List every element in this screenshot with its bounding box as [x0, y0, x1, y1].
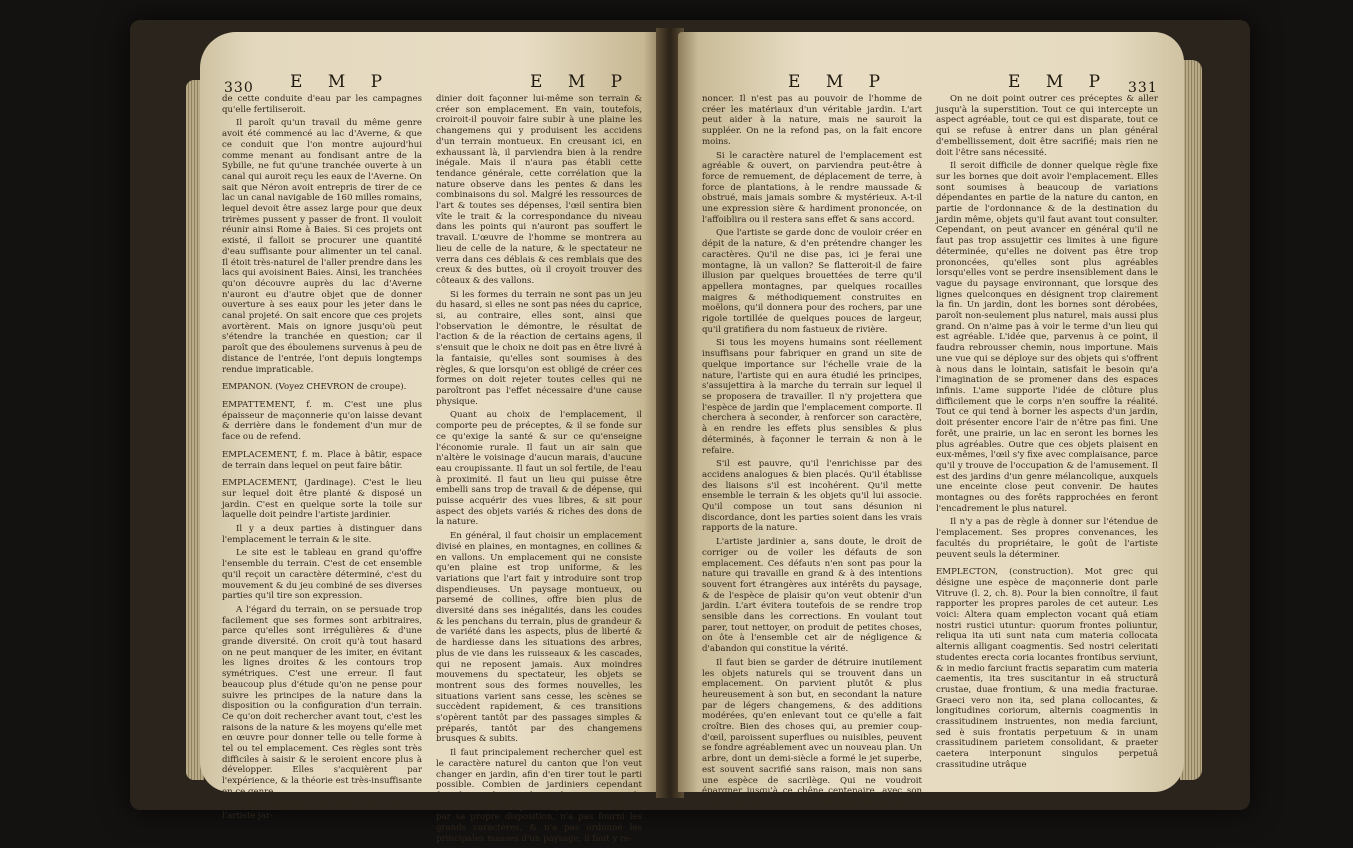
- paragraph: Le site est le tableau en grand qu'offre l'ensemble du terrain. C'est de cet ensemble qu'il reçoit un caractère déterminé, c'est du mouvement & du jeu combiné de ses diverses parties qu'il tire son expression.: [222, 548, 422, 602]
- right-running-head-2: E M P: [1008, 72, 1111, 92]
- right-running-head-1: E M P: [788, 72, 891, 92]
- paragraph: de cette conduite d'eau par les campagnes qu'elle fertiliseroit.: [222, 94, 422, 115]
- paragraph: Si tous les moyens humains sont réellement insuffisans pour fabriquer en grand un site de quelque importance sur l'échelle vraie de la nature, l'artiste qui en aura étudié les principes, s'assujettira à la marche du terrain sur lequel il se proposera de travailler. Il n'y projettera que l'espèce de jardin que l'emplacement comporte. Il cherchera à seconder, à renforcer son caractère, à en rendre les effets plus sensibles & plus déterminés, à façonner le terrain & non à le refaire.: [702, 338, 922, 456]
- paragraph: noncer. Il n'est pas au pouvoir de l'homme de créer les matériaux d'un véritable jardin. L'art peut aider à la nature, mais ne sauroit la suppléer. On ne la refond pas, on la fait encore moins.: [702, 94, 922, 147]
- entry-emplacement-jardinage: EMPLACEMENT, (Jardinage). C'est le lieu sur lequel doit être planté & disposé un jardin. C'est en quelque sorte la toile sur laquelle doit peindre l'artiste jardinier.: [222, 478, 422, 521]
- right-column-1: [702, 94, 922, 811]
- left-column-1: [222, 94, 422, 825]
- paragraph: Si le caractère naturel de l'emplacement est agréable & ouvert, on parviendra peut-être à force de remuement, de déplacement de terre, à force de plantations, à le rendre maussade & obstrué, mais jamais sombre & mystérieux. A-t-il une expression sière & hardiment prononcée, on l'affoiblira ou il restera sans effet & sans accord.: [702, 150, 922, 225]
- paragraph: Il seroit difficile de donner quelque règle fixe sur les bornes que doit avoir l'emplacement. Elles sont soumises à beaucoup de variations dépendantes en partie de la nature du canton, en partie de l'ordonnance & de la destination du jardin même, objets qu'il faut avant tout consulter. Cependant, on peut avancer en général qu'il ne faut pas trop assujettir ces limites à une figure déterminée, qu'elles ne doivent pas être trop prononcées, qu'elles sont plus agréables lorsqu'elles vont se perdre insensiblement dans le vague du paysage environnant, que lorsque des lignes quelconques en désignent trop clairement la fin. Un jardin, dont les bornes sont dérobées, paroît non-seulement plus naturel, mais aussi plus grand. On n'aime pas à voir le terme d'un lieu qui est agréable. L'idée que, parvenus à ce point, il faudra rebrousser chemin, nous importune. Mais une vue qui se déploye sur des objets qui s'offrent à nous dans le lointain, satisfait le besoin qu'a l'imagination de se promener dans des espaces infinis. L'ame supporte l'idée de clôture plus difficilement que le corps n'en souffre la réalité. Tout ce qui tend à borner les aspects d'un jardin, doit présenter encore l'air de n'être pas fini. Une forêt, une prairie, un lac en seront les bornes les plus agréables. Outre que ces objets plaisent en eux-mêmes, l'œil s'y fixe avec complaisance, parce qu'il y trouve de l'occupation & de l'amusement. Il est des jardins d'un genre mélancolique, auxquels une enceinte close peut convenir. De hautes montagnes ou des forêts rapprochées en feront l'encadrement le plus naturel.: [936, 161, 1158, 514]
- entry-emplecton: EMPLECTON, (construction). Mot grec qui désigne une espèce de maçonnerie dont parle Vitruve (l. 2, ch. 8). Pour la bien connoître, il faut rapporter les propres paroles de cet auteur. Les voici: Altera quam emplecton vocant quâ etiam nostri rustici utuntur: quorum frontes poliuntur, reliqua ita uti sunt nata cum materia collocata alternis alligant coagmentis. Sed nostri celeritati studentes erecta coria locantes frontibus serviunt, & in medio farciunt fractis separatim cum materia caementis, ita tres suscitantur in eâ structurâ crustae, duae frontium, & una media fracturae. Graeci vero non ita, sed plana collocantes, & longitudines coriorum, alternis coagmentis in crassitudinem instruentes, non media farciunt, sed è suis frontatis perpetuum & in unam crassitudinem parietem consolidant, & praeter caetera interponunt singulos perpetuâ crassitudine utrâque: [936, 567, 1158, 770]
- paragraph: En général, il faut choisir un emplacement divisé en plaines, en montagnes, en collines & en vallons. Un emplacement qui ne consiste qu'en plaine est trop uniforme, & les variations que l'art fait y introduire sont trop dispendieuses. Un paysage montueux, ou parsemé de collines, offre bien plus de diversité dans ses inégalités, dans les coudes & les penchans du terrain, plus de grandeur & de variété dans les aspects, plus de liberté & de hardiesse dans les situations des arbres, plus de vie dans les ruisseaux & les cascades, qui ne reposent jamais. Aux moindres mouvemens du spectateur, les objets se montrent sous des formes nouvelles, les situations varient sans cesse, les scènes se succèdent rapidement, & ces transitions s'opèrent tantôt par des passages simples & préparés, tantôt par des changemens brusques & subits.: [436, 531, 642, 745]
- paragraph: Il y a deux parties à distinguer dans l'emplacement le terrain & le site.: [222, 524, 422, 545]
- paragraph: L'artiste jardinier a, sans doute, le droit de corriger ou de voiler les défauts de son emplacement. Ces défauts n'en sont pas pour la nature qui travaille en grand & à des intentions souvent fort étrangères aux intérêts du paysage, & de l'espèce de plaisir qu'on veut obtenir d'un jardin. L'art évitera toutefois de se rendre trop sensible dans les corrections. En voulant tout parer, tout nettoyer, on produit de petites choses, on ôte à l'ensemble cet air de négligence & d'abandon qui constitue la vérité.: [702, 537, 922, 655]
- entry-empattement: EMPATTEMENT, f. m. C'est une plus épaisseur de maçonnerie qu'on laisse devant & derrière dans le fondement d'un mur de face ou de refend.: [222, 399, 422, 443]
- paragraph: Si les formes du terrain ne sont pas un jeu du hasard, si elles ne sont pas nées du caprice, si, au contraire, elles sont, ainsi que l'observation le démontre, le résultat de l'action & de la réaction de certains agens, il s'ensuit que le choix ne doit pas en être livré à la fantaisie, qu'elles sont soumises à des règles, & que lorsqu'on est obligé de créer ces formes on doit rejeter toutes celles qui ne paroîtront pas l'effet nécessaire d'une cause physique.: [436, 289, 642, 407]
- left-page: [200, 32, 662, 844]
- paragraph: Quant au choix de l'emplacement, il comporte peu de préceptes, & il se fonde sur ce qu'exige la santé & sur ce qu'enseigne l'économie rurale. Il faut un air sain que n'altère le voisinage d'aucun marais, d'aucune eau croupissante. Il faut un sol fertile, de l'eau à proximité. Il faut un lieu qui puisse être embelli sans trop de travail & de dépense, qui puisse acquérir des vues libres, & sit pour aspect des objets variés & riches des dons de la nature.: [436, 410, 642, 528]
- left-column-2: [436, 94, 642, 848]
- paragraph: On ne doit point outrer ces préceptes & aller jusqu'à la superstition. Tout ce qui intercepte un aspect agréable, tout ce qui est disparate, tout ce qui se refuse à entrer dans un plan général d'embellissement, doit être sacrifié; mais rien ne doit l'être sans nécessité.: [936, 94, 1158, 158]
- paragraph: Il faut principalement rechercher quel est le caractère naturel du canton que l'on veut changer en jardin, afin d'en tirer tout le parti possible. Combien de jardiniers cependant font leurs plans & leurs desseins avant de savoir où doit être placé le jardin. Si la nature, par sa propre disposition, n'a pas fourni les grands caractères, & n'a pas ordonné les principales masses d'un paysage, il faut y re-: [436, 748, 642, 844]
- entry-empanon: EMPANON. (Voyez CHEVRON de croupe).: [222, 382, 407, 393]
- paragraph: S'il est pauvre, qu'il l'enrichisse par des accidens analogues & bien placés. Qu'il établisse des liaisons s'il est incohérent. Qu'il mette ensemble le terrain & les objets qu'il lui associe. Qu'il compose un tout sans désunion ni discordance, dont les parties soient dans les vrais rapports de la nature.: [702, 459, 922, 534]
- paragraph: Ceci s'applique sur-tout aux cas où l'artiste jar-: [222, 800, 422, 822]
- paragraph: Il n'y a pas de règle à donner sur l'étendue de l'emplacement. Ses propres convenances, les facultés du propriétaire, le goût de l'artiste peuvent seuls la déterminer.: [936, 517, 1158, 560]
- left-page-number: 330: [224, 80, 254, 96]
- paragraph: dinier doit façonner lui-même son terrain & créer son emplacement. En vain, toutefois, croiroit-il pouvoir faire subir à une plaine les changemens qui y produisent les accidens d'un terrain montueux. En creusant ici, en exhaussant là, il parviendra bien à la rendre inégale. Mais il n'aura pas établi cette tendance générale, cette corrélation que la nature observe dans les pentes & dans les combinaisons du sol. Malgré les ressources de l'art & toutes ses dépenses, l'œil sentira bien vîte le trait & la correspondance du niveau dans les points qui n'auront pas souffert le travail. L'œuvre de l'homme se montrera au lieu de celle de la nature, & le spectateur ne verra dans ces déblais & ces remblais que des creux & des buttes, où il croyoit trouver des côteaux & des vallons.: [436, 94, 642, 286]
- entry-emplacement: EMPLACEMENT, f. m. Place à bâtir, espace de terrain dans lequel on peut faire bâtir.: [222, 449, 422, 471]
- left-running-head-2: E M P: [530, 72, 633, 92]
- right-page: [678, 32, 1184, 807]
- paragraph: A l'égard du terrain, on se persuade trop facilement que ses formes sont arbitraires, parce qu'elles sont irrégulières & d'une grande diversité. On croit qu'à tout hasard on ne peut manquer de les imiter, en évitant les lignes droites & les contours trop symétriques. C'est une erreur. Il faut beaucoup plus d'étude qu'on ne pense pour suivre les principes de la nature dans la disposition ou la configuration d'un terrain. Ce qu'on doit rechercher avant tout, c'est les raisons de la nature & les moyens qu'elle met en œuvre pour donner telle ou telle forme à tel ou tel emplacement. Ces règles sont très difficiles à saisir & le seroient encore plus à développer. Elles s'acquièrent par l'expérience, & la théorie est très-insuffisante en ce genre.: [222, 604, 422, 797]
- paragraph: Que l'artiste se garde donc de vouloir créer en dépit de la nature, & d'en prétendre changer les caractères. Qu'il ne dise pas, ici je ferai une montagne, là un vallon? Se flatteroit-il de faire illusion par quelques brouettées de terre qu'il appellera montagnes, par quelques rocailles maigres & méthodiquement construites en moëlons, qu'il donnera pour des rochers, par une rigole tortillée de quelques pouces de largeur, qu'il gratifiera du nom fastueux de rivière.: [702, 228, 922, 335]
- left-running-head-1: E M P: [290, 72, 393, 92]
- right-page-number: 331: [1128, 80, 1158, 96]
- paragraph: Il paroît qu'un travail du même genre avoit été commencé au lac d'Averne, & que ce conduit que l'on montre aujourd'hui comme menant au fondisant antre de la Sybille, ne fut qu'une tranchée ouverte à un canal qui auroit reçu les eaux de l'Averne. On sait que Néron avoit entrepris de tirer de ce lac un canal navigable de 160 milles romains, lequel devoit être assez large pour que deux trirèmes pussent y passer de front. Il vouloit réunir ainsi Rome à Baies. Si ces projets ont existé, il falloit se procurer une quantité d'eau suffisante pour alimenter un tel canal. Il étoit très-naturel de l'aller prendre dans les lacs qui avoisinent Baies. Ainsi, les tranchées qu'on découvre auprès du lac d'Averne n'auront eu d'autre objet que de donner ouverture à ses eaux pour les jeter dans le canal projeté. On sait encore que ces projets avortèrent. Mais on ignore jusqu'où peut s'étendre la tranchée en question; car il paroît que des éboulemens survenus à peu de distance de l'entrée, l'ont depuis longtemps rendue impraticable.: [222, 118, 422, 375]
- right-column-2: [936, 94, 1158, 774]
- paragraph: Il faut bien se garder de détruire inutilement les objets naturels qui se trouvent dans un emplacement. On parvient plutôt & plus heureusement à son but, en secondant la nature par de légers changemens, & des additions modérées, qu'en enlevant tout ce qu'elle a fait croître. Bien des choses qui, au premier coup-d'œil, paroissent superflues ou nuisibles, peuvent se fondre agréablement avec un nouveau plan. Un arbre, dont un demi-siècle a formé le jet superbe, est souvent sacrifié sans raison, mais non sans une espèce de sacrilège. Qui ne voudroit épargner jusqu'à ce chêne centenaire, avec son tronc vigoureux & ses bras en partie desséchés?: [702, 657, 922, 807]
